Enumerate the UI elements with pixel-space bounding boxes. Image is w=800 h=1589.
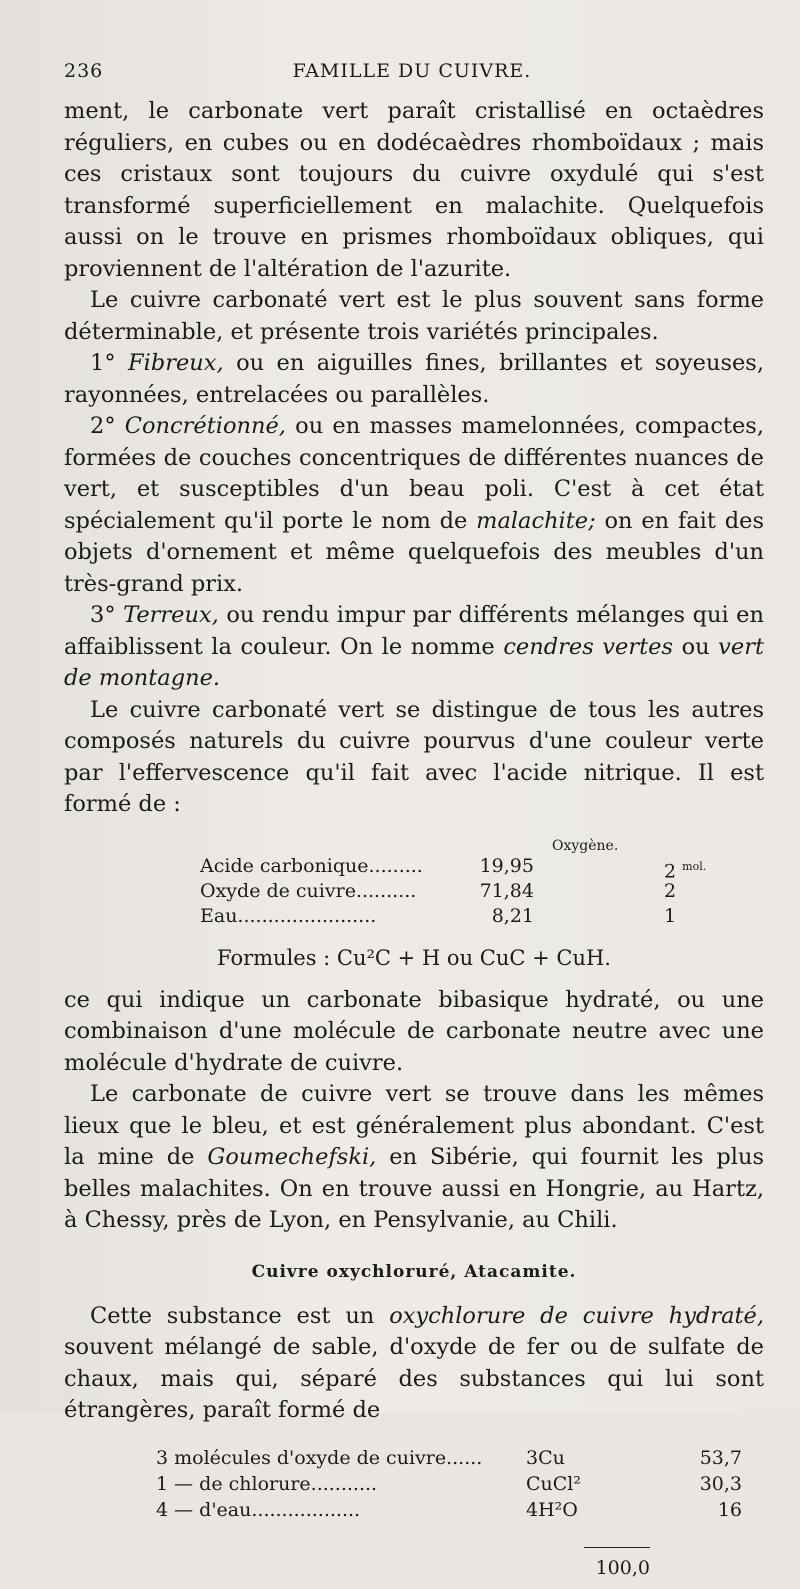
row-label: Oxyde de cuivre.......... — [200, 879, 417, 902]
row-formula: CuCl² — [526, 1472, 582, 1495]
variety-text: ou rendu impur par différents mélanges qui en affaiblissent la couleur. On le nomme — [64, 602, 764, 660]
oxygen-value: 2 — [664, 859, 677, 882]
row-oxygen: 1 — [664, 904, 677, 927]
chemical-formula: Formules : Cu²C + H ou CuC + CuH. — [217, 945, 611, 970]
row-percent: 16 — [717, 1498, 742, 1521]
paragraph-text: souvent mélangé de sable, d'oxyde de fer ou de sulfate de chaux, mais qui, séparé des substances qui lui sont étrangères, paraît formé de — [64, 1334, 764, 1423]
paragraph-concretionne — [64, 411, 764, 600]
row-label: 3 molécules d'oxyde de cuivre...... — [156, 1446, 483, 1469]
page-number: 236 — [64, 60, 104, 82]
table-row — [200, 876, 760, 902]
variety-name: Fibreux, — [128, 350, 224, 376]
emphasis-text: malachite; — [476, 507, 596, 534]
page-header — [64, 60, 760, 90]
row-percent: 53,7 — [699, 1446, 742, 1469]
row-oxygen: 2 — [664, 879, 677, 902]
row-value: 19,95 — [479, 854, 534, 877]
row-formula: 3Cu — [526, 1446, 565, 1469]
running-title: FAMILLE DU CUIVRE. — [292, 60, 532, 82]
variety-text: ou en aiguilles fines, brillantes et soyeuses, rayonnées, entrelacées ou parallèles. — [64, 350, 765, 408]
oxygen-unit: mol. — [682, 859, 707, 873]
emphasis-text: vert de montagne. — [64, 633, 764, 691]
row-label: Eau....................... — [200, 904, 377, 927]
variety-text: on en fait des objets d'ornement et même quelquefois des meubles d'un très-grand prix. — [64, 507, 764, 597]
table-row — [200, 901, 760, 927]
paragraph-7: ce qui indique un carbonate bibasique hydraté, ou une combinaison d'une molécule de carbonate neutre avec une molécule d'hydrate de cuivre. — [64, 986, 764, 1076]
row-percent: 30,3 — [699, 1472, 742, 1495]
atacamite-composition-table — [64, 1443, 764, 1589]
row-value: 8,21 — [491, 904, 534, 927]
row-value: 71,84 — [479, 879, 534, 902]
emphasis-text: Goumechefski, — [207, 1144, 377, 1170]
row-formula: 4H²O — [526, 1498, 578, 1521]
table-row — [156, 1469, 742, 1495]
variety-text: ou en masses mamelonnées, compactes, formées de couches concentriques de différentes nuances de vert, et susceptibles d'un beau poli. C'est à cet état spécialement qu'il porte le nom de — [64, 413, 764, 534]
row-label: Acide carbonique......... — [200, 854, 423, 877]
paragraph-text: en Sibérie, qui fournit les plus belles malachites. On en trouve aussi en Hongrie, au Hartz, à Chessy, près de Lyon, en Pensylvanie, au Chili. — [64, 1144, 764, 1233]
paragraph-fibreux — [64, 348, 764, 411]
paragraph-2: Le cuivre carbonaté vert est le plus souvent sans forme déterminable, et présente trois variétés principales. — [64, 287, 764, 345]
item-number: 3° — [90, 602, 116, 628]
table-row — [200, 851, 760, 882]
section-title: Cuivre oxychloruré, Atacamite. — [251, 1261, 577, 1282]
variety-text: ou — [673, 633, 719, 660]
oxygen-header: Oxygène. — [552, 837, 619, 854]
paragraph-1: ment, le carbonate vert paraît cristallisé en octaèdres réguliers, en cubes ou en dodécaèdres rhomboïdaux ; mais ces cristaux sont toujours du cuivre oxydulé qui s'est transformé superficiellement en malachite. Quelquefois aussi on le trouve en prismes rhomboïdaux obliques, qui proviennent de l'altération de l'azurite. — [64, 98, 764, 282]
total-rule — [584, 1547, 650, 1548]
page-body — [64, 96, 764, 1589]
item-number: 2° — [90, 413, 116, 439]
paragraph-9 — [64, 1301, 764, 1427]
row-label: 1 — de chlorure........... — [156, 1472, 378, 1495]
item-number: 1° — [90, 350, 116, 376]
paragraph-text: Le carbonate de cuivre vert se trouve dans les mêmes lieux que le bleu, et est généralement plus abondant. C'est la mine de — [64, 1081, 764, 1170]
emphasis-text: cendres vertes — [503, 633, 673, 660]
emphasis-text: oxychlorure de cuivre hydraté, — [389, 1302, 764, 1329]
table-row — [156, 1495, 742, 1521]
variety-name: Concrétionné, — [124, 413, 286, 439]
variety-name: Terreux, — [123, 602, 219, 628]
paragraph-6: Le cuivre carbonaté vert se distingue de tous les autres composés naturels du cuivre pourvus d'une couleur verte par l'effervescence qu'il fait avec l'acide nitrique. Il est formé de : — [64, 696, 764, 817]
composition-table — [64, 831, 764, 927]
row-label: 4 — d'eau.................. — [156, 1498, 361, 1521]
total-value: 100,0 — [595, 1556, 650, 1579]
paragraph-8 — [64, 1079, 764, 1237]
paragraph-text: Cette substance est un — [90, 1302, 390, 1329]
paragraph-terreux — [64, 600, 764, 695]
table-row — [156, 1443, 742, 1469]
